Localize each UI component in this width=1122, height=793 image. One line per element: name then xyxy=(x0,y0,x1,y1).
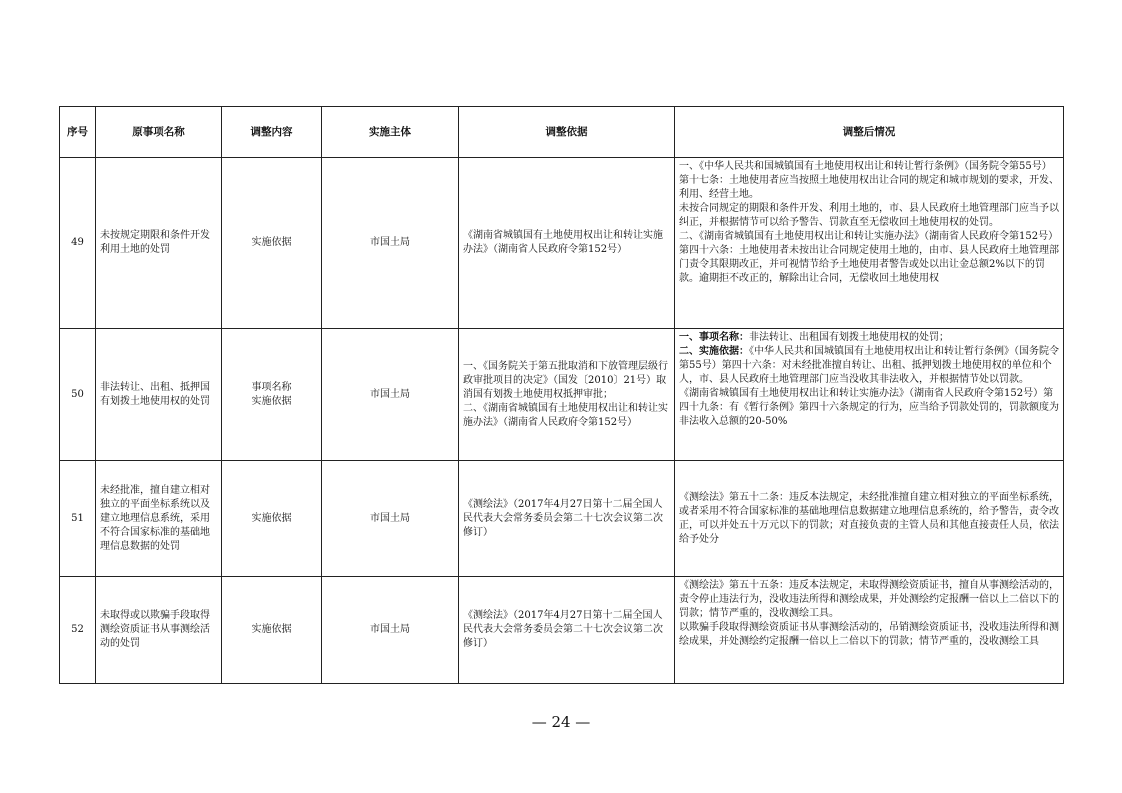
row-number: 52 xyxy=(60,577,96,684)
adjust-basis: 《湖南省城镇国有土地使用权出让和转让实施办法》（湖南省人民政府令第152号） xyxy=(459,158,675,329)
adjust-basis: 一、《国务院关于第五批取消和下放管理层级行政审批项目的决定》（国发〔2010〕21号）取消国有划拨土地使用权抵押审批； 二、《湖南省城镇国有土地使用权出让和转让实施办法》（湖南省人民政府令第152号） xyxy=(459,329,675,461)
table-header-row xyxy=(60,107,1064,158)
implementing-entity: 市国土局 xyxy=(322,158,459,329)
table-row xyxy=(60,329,1064,461)
row-number: 49 xyxy=(60,158,96,329)
col-header-num: 序号 xyxy=(60,107,96,158)
adjusted-situation: 一、事项名称：非法转让、出租国有划拨土地使用权的处罚； 二、实施依据：《中华人民共和国城镇国有土地使用权出让和转让暂行条例》（国务院令第55号）第四十六条：对未经批准擅自转让、出租、抵押划拨土地使用权的单位和个人，市、县人民政府土地管理部门应当没收其非法收入，并根据情节处以罚款。 《湖南省城镇国有土地使用权出让和转让实施办法》（湖南省人民政府令第152号）第四十九条：有《暂行条例》第四十六条规定的行为，应当给予罚款处罚的，罚款额度为非法收入总额的20-50% xyxy=(675,329,1064,461)
adjusted-situation: 一、《中华人民共和国城镇国有土地使用权出让和转让暂行条例》（国务院令第55号）第十七条：土地使用者应当按照土地使用权出让合同的规定和城市规划的要求，开发、利用、经营土地。 未按合同规定的期限和条件开发、利用土地的，市、县人民政府土地管理部门应当予以纠正，并根据情节可以给予警告、罚款直至无偿收回土地使用权的处罚。 二、《湖南省城镇国有土地使用权出让和转让实施办法》（湖南省人民政府令第152号）第四十六条：土地使用者未按出让合同规定使用土地的，由市、县人民政府土地管理部门责令其限期改正，并可视情节给予土地使用者警告或处以出让金总额2%以下的罚款。逾期拒不改正的，解除出让合同，无偿收回土地使用权 xyxy=(675,158,1064,329)
adjust-basis: 《测绘法》（2017年4月27日第十二届全国人民代表大会常务委员会第二十七次会议第二次修订） xyxy=(459,461,675,577)
col-header-adjust: 调整内容 xyxy=(222,107,322,158)
implementing-entity: 市国土局 xyxy=(322,577,459,684)
table-row xyxy=(60,577,1064,684)
adjustment-table xyxy=(59,106,1064,684)
implementing-entity: 市国土局 xyxy=(322,461,459,577)
adjust-content: 实施依据 xyxy=(222,577,322,684)
item-name: 未按规定期限和条件开发利用土地的处罚 xyxy=(96,158,222,329)
col-header-basis: 调整依据 xyxy=(459,107,675,158)
page-number: — 24 — xyxy=(531,713,591,731)
adjusted-situation: 《测绘法》第五十五条：违反本法规定，未取得测绘资质证书，擅自从事测绘活动的，责令停止违法行为，没收违法所得和测绘成果，并处测绘约定报酬一倍以上二倍以下的罚款；情节严重的，没收测绘工具。 以欺骗手段取得测绘资质证书从事测绘活动的，吊销测绘资质证书，没收违法所得和测绘成果，并处测绘约定报酬一倍以上二倍以下的罚款；情节严重的，没收测绘工具 xyxy=(675,577,1064,684)
adjust-content: 实施依据 xyxy=(222,461,322,577)
row-number: 50 xyxy=(60,329,96,461)
adjusted-situation: 《测绘法》第五十二条：违反本法规定，未经批准擅自建立相对独立的平面坐标系统，或者采用不符合国家标准的基础地理信息数据建立地理信息系统的，给予警告，责令改正，可以并处五十万元以下的罚款；对直接负责的主管人员和其他直接责任人员，依法给予处分 xyxy=(675,461,1064,577)
col-header-name: 原事项名称 xyxy=(96,107,222,158)
implementing-entity: 市国土局 xyxy=(322,329,459,461)
item-name: 非法转让、出租、抵押国有划拨土地使用权的处罚 xyxy=(96,329,222,461)
adjust-content: 事项名称 实施依据 xyxy=(222,329,322,461)
table-row xyxy=(60,461,1064,577)
table-row xyxy=(60,158,1064,329)
row-number: 51 xyxy=(60,461,96,577)
adjust-basis: 《测绘法》（2017年4月27日第十二届全国人民代表大会常务委员会第二十七次会议第二次修订） xyxy=(459,577,675,684)
col-header-entity: 实施主体 xyxy=(322,107,459,158)
col-header-after: 调整后情况 xyxy=(675,107,1064,158)
item-name: 未取得或以欺骗手段取得测绘资质证书从事测绘活动的处罚 xyxy=(96,577,222,684)
adjust-content: 实施依据 xyxy=(222,158,322,329)
item-name: 未经批准，擅自建立相对独立的平面坐标系统以及建立地理信息系统，采用不符合国家标准的基础地理信息数据的处罚 xyxy=(96,461,222,577)
